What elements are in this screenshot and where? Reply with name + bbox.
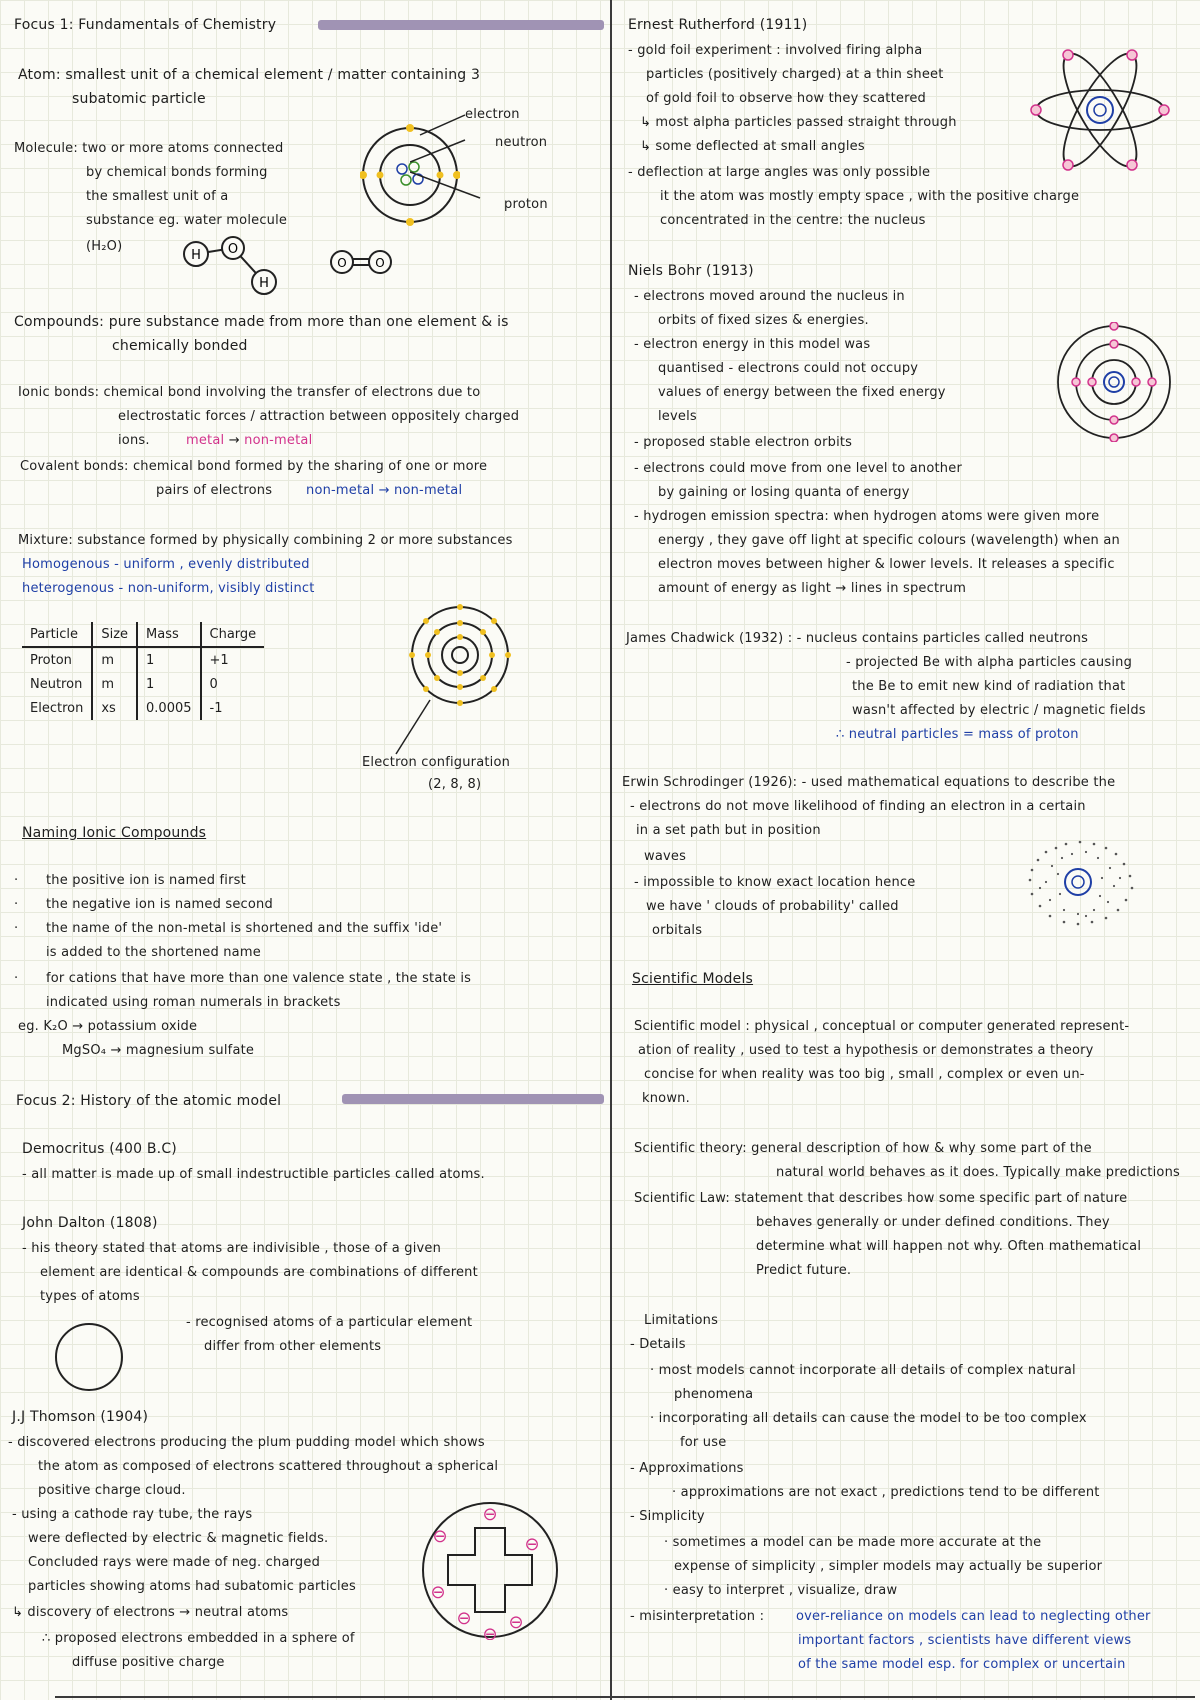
bullet: · xyxy=(14,897,19,912)
config-pointer-line xyxy=(390,698,440,756)
misinterpretation-text: over-reliance on models can lead to neglecting other xyxy=(796,1609,1151,1624)
table-cell: +1 xyxy=(209,652,229,668)
electron-symbol: ⊖ xyxy=(482,1504,498,1525)
bohr-text: - hydrogen emission spectra: when hydrogen atoms were given more xyxy=(634,509,1100,524)
particle-table xyxy=(22,622,264,720)
bohr-text: quantised - electrons could not occupy xyxy=(658,361,919,376)
limitations-heading: Limitations xyxy=(644,1313,719,1328)
chadwick-text: wasn't affected by electric / magnetic fields xyxy=(852,703,1146,718)
limitations-text: - Simplicity xyxy=(630,1509,705,1524)
focus2-highlight xyxy=(342,1094,604,1104)
table-cell: Electron xyxy=(22,696,92,720)
bohr-text: - electron energy in this model was xyxy=(634,337,871,352)
bohr-text: energy , they gave off light at specific colours (wavelength) when an xyxy=(658,533,1120,548)
thomson-text: - using a cathode ray tube, the rays xyxy=(12,1507,253,1522)
table-row xyxy=(22,647,264,672)
bohr-text: - electrons moved around the nucleus in xyxy=(634,289,905,304)
limitations-text: · sometimes a model can be made more accurate at the xyxy=(664,1535,1042,1550)
molecule-definition: substance eg. water molecule xyxy=(86,213,288,228)
electron-cloud-diagram xyxy=(1020,838,1140,928)
naming-example: MgSO₄ → magnesium sulfate xyxy=(62,1043,255,1058)
ionic-bonds-definition: Ionic bonds: chemical bond involving the transfer of electrons due to xyxy=(18,385,481,400)
water-molecule-diagram xyxy=(178,236,288,298)
thomson-text: particles showing atoms had subatomic particles xyxy=(28,1579,356,1594)
molecule-definition: Molecule: two or more atoms connected xyxy=(14,141,284,156)
mixture-definition: Mixture: substance formed by physically combining 2 or more substances xyxy=(18,533,513,548)
table-header: Particle xyxy=(22,622,92,647)
atom-symbol: H xyxy=(259,276,269,291)
table-cell: 1 xyxy=(137,672,201,696)
table-cell: 0.0005 xyxy=(137,696,201,720)
atom-symbol: O xyxy=(227,242,239,257)
bohr-text: amount of energy as light → lines in spectrum xyxy=(658,581,967,596)
naming-rule: indicated using roman numerals in brackets xyxy=(46,995,341,1010)
misinterpretation-label: - misinterpretation : xyxy=(630,1609,765,1624)
naming-rule: is added to the shortened name xyxy=(46,945,261,960)
schrodinger-text: - electrons do not move likelihood of finding an electron in a certain xyxy=(630,799,1086,814)
scientific-models-heading: Scientific Models xyxy=(632,971,754,987)
bullet: · xyxy=(14,921,19,936)
ionic-example xyxy=(186,432,312,449)
compounds-definition: chemically bonded xyxy=(112,338,248,354)
bohr-text: by gaining or losing quanta of energy xyxy=(658,485,910,500)
bohr-heading: Niels Bohr (1913) xyxy=(628,263,754,279)
thomson-text: Concluded rays were made of neg. charged xyxy=(28,1555,321,1570)
table-cell: m xyxy=(92,672,137,696)
thomson-text: the atom as composed of electrons scattered throughout a spherical xyxy=(38,1459,499,1474)
table-cell: 1 xyxy=(137,647,201,672)
oxygen-molecule-diagram xyxy=(328,248,394,276)
democritus-heading: Democritus (400 B.C) xyxy=(22,1141,177,1157)
schrodinger-text: we have ' clouds of probability' called xyxy=(646,899,899,914)
naming-rule: the positive ion is named first xyxy=(46,873,246,888)
limitations-text: · approximations are not exact , predictions tend to be different xyxy=(672,1485,1100,1500)
dalton-note: - recognised atoms of a particular element xyxy=(186,1315,473,1330)
thomson-text: - discovered electrons producing the plum pudding model which shows xyxy=(8,1435,485,1450)
electron-symbol: ⊖ xyxy=(432,1526,448,1547)
molecule-definition: (H₂O) xyxy=(86,239,123,254)
bohr-text: values of energy between the fixed energy xyxy=(658,385,946,400)
scientific-model-text: known. xyxy=(642,1091,690,1106)
rutherford-text: - deflection at large angles was only possible xyxy=(628,165,931,180)
rutherford-text: concentrated in the centre: the nucleus xyxy=(660,213,926,228)
metal-label: metal xyxy=(186,433,225,448)
covalent-bonds-definition: Covalent bonds: chemical bond formed by the sharing of one or more xyxy=(20,459,488,474)
table-row xyxy=(22,696,264,720)
table-cell: Neutron xyxy=(22,672,92,696)
ionic-bonds-definition: ions. xyxy=(118,433,150,448)
table-cell: m xyxy=(92,647,137,672)
proton-label: proton xyxy=(504,197,548,212)
atom-definition: subatomic particle xyxy=(72,91,206,107)
table-cell: -1 xyxy=(209,700,223,716)
thomson-text: positive charge cloud. xyxy=(38,1483,186,1498)
focus1-highlight xyxy=(318,20,604,30)
bullet: · xyxy=(14,971,19,986)
atom-symbol: H xyxy=(191,248,201,263)
plum-pudding-diagram xyxy=(420,1500,560,1640)
electron-symbol: ⊖ xyxy=(456,1608,472,1629)
schrodinger-text: - impossible to know exact location hence xyxy=(634,875,916,890)
limitations-text: - Details xyxy=(630,1337,686,1352)
thomson-heading: J.J Thomson (1904) xyxy=(12,1409,149,1425)
electron-symbol: ⊖ xyxy=(508,1612,524,1633)
table-header-row xyxy=(22,622,264,647)
naming-rule: the name of the non-metal is shortened and the suffix 'ide' xyxy=(46,921,443,936)
limitations-text: for use xyxy=(680,1435,727,1450)
covalent-example: non-metal → non-metal xyxy=(306,483,463,498)
scientific-law-text: Scientific Law: statement that describes how some specific part of nature xyxy=(634,1191,1128,1206)
electron-configuration-value: (2, 8, 8) xyxy=(428,777,482,792)
naming-rule: the negative ion is named second xyxy=(46,897,273,912)
heterogenous-definition: heterogenous - non-uniform, visibly distinct xyxy=(22,581,315,596)
limitations-text: · easy to interpret , visualize, draw xyxy=(664,1583,898,1598)
atom-label-lines xyxy=(410,110,500,210)
dalton-text: - his theory stated that atoms are indivisible , those of a given xyxy=(22,1241,442,1256)
rutherford-text: ↳ most alpha particles passed straight through xyxy=(640,115,957,130)
misinterpretation-text: of the same model esp. for complex or uncertain xyxy=(798,1657,1126,1672)
thomson-text: were deflected by electric & magnetic fields. xyxy=(28,1531,329,1546)
democritus-text: - all matter is made up of small indestructible particles called atoms. xyxy=(22,1167,485,1182)
naming-rule: for cations that have more than one valence state , the state is xyxy=(46,971,472,986)
table-cell: 0 xyxy=(209,676,218,692)
electron-label: electron xyxy=(465,107,520,122)
rutherford-text: ↳ some deflected at small angles xyxy=(640,139,865,154)
rutherford-text: of gold foil to observe how they scattered xyxy=(646,91,926,106)
atom-symbol: O xyxy=(337,256,347,270)
limitations-text: - Approximations xyxy=(630,1461,744,1476)
limitations-text: phenomena xyxy=(674,1387,754,1402)
scientific-theory-text: natural world behaves as it does. Typically make predictions xyxy=(776,1165,1180,1180)
bullet: · xyxy=(14,873,19,888)
dalton-note: differ from other elements xyxy=(204,1339,382,1354)
homogenous-definition: Homogenous - uniform , evenly distributed xyxy=(22,557,310,572)
scientific-law-text: behaves generally or under defined conditions. They xyxy=(756,1215,1110,1230)
compounds-definition: Compounds: pure substance made from more than one element & is xyxy=(14,314,509,330)
dalton-text: types of atoms xyxy=(40,1289,140,1304)
schrodinger-text: waves xyxy=(644,849,687,864)
rutherford-atom-diagram xyxy=(1030,45,1170,175)
bohr-text: levels xyxy=(658,409,697,424)
naming-section-title: Naming Ionic Compounds xyxy=(22,825,207,841)
thomson-text: diffuse positive charge xyxy=(72,1655,225,1670)
rutherford-text: particles (positively charged) at a thin sheet xyxy=(646,67,944,82)
thomson-text: ↳ discovery of electrons → neutral atoms xyxy=(12,1605,289,1620)
chadwick-text: the Be to emit new kind of radiation that xyxy=(852,679,1126,694)
chadwick-text: James Chadwick (1932) : - nucleus contains particles called neutrons xyxy=(626,631,1089,646)
electron-configuration-diagram xyxy=(405,600,515,710)
ionic-bonds-definition: electrostatic forces / attraction between oppositely charged xyxy=(118,409,520,424)
bohr-atom-diagram xyxy=(1054,322,1174,442)
schrodinger-text: Erwin Schrodinger (1926): - used mathematical equations to describe the xyxy=(622,775,1116,790)
table-cell: Proton xyxy=(22,647,92,672)
electron-symbol: ⊖ xyxy=(430,1582,446,1603)
misinterpretation-text: important factors , scientists have different views xyxy=(798,1633,1132,1648)
table-header: Charge xyxy=(201,622,265,647)
rutherford-heading: Ernest Rutherford (1911) xyxy=(628,17,808,33)
thomson-text: ∴ proposed electrons embedded in a sphere of xyxy=(42,1631,355,1646)
limitations-text: expense of simplicity , simpler models may actually be superior xyxy=(674,1559,1103,1574)
scientific-law-text: Predict future. xyxy=(756,1263,852,1278)
atom-definition: Atom: smallest unit of a chemical element / matter containing 3 xyxy=(18,67,481,83)
dalton-heading: John Dalton (1808) xyxy=(22,1215,158,1231)
electron-configuration-label: Electron configuration xyxy=(362,755,511,770)
neutron-label: neutron xyxy=(495,135,548,150)
electron-symbol: ⊖ xyxy=(524,1534,540,1555)
dalton-solid-sphere-diagram xyxy=(54,1322,124,1392)
scientific-law-text: determine what will happen not why. Often mathematical xyxy=(756,1239,1142,1254)
table-row xyxy=(22,672,264,696)
focus2-heading: Focus 2: History of the atomic model xyxy=(16,1093,282,1109)
arrow: → xyxy=(228,433,240,448)
non-metal-label: non-metal xyxy=(244,433,313,448)
scientific-model-text: Scientific model : physical , conceptual or computer generated represent- xyxy=(634,1019,1130,1034)
atom-symbol: O xyxy=(375,256,385,270)
scientific-theory-text: Scientific theory: general description of how & why some part of the xyxy=(634,1141,1092,1156)
schrodinger-text: orbitals xyxy=(652,923,703,938)
table-header: Mass xyxy=(137,622,201,647)
naming-example: eg. K₂O → potassium oxide xyxy=(18,1019,198,1034)
scientific-model-text: ation of reality , used to test a hypothesis or demonstrates a theory xyxy=(638,1043,1094,1058)
bohr-text: - electrons could move from one level to another xyxy=(634,461,962,476)
scientific-model-text: concise for when reality was too big , small , complex or even un- xyxy=(644,1067,1085,1082)
schrodinger-text: in a set path but in position xyxy=(636,823,821,838)
bottom-rule xyxy=(55,1696,1195,1698)
rutherford-text: it the atom was mostly empty space , with the positive charge xyxy=(660,189,1080,204)
limitations-text: · most models cannot incorporate all details of complex natural xyxy=(650,1363,1076,1378)
table-header: Size xyxy=(92,622,137,647)
chadwick-text: - projected Be with alpha particles causing xyxy=(846,655,1133,670)
covalent-bonds-definition: pairs of electrons xyxy=(156,483,273,498)
limitations-text: · incorporating all details can cause the model to be too complex xyxy=(650,1411,1087,1426)
bohr-text: electron moves between higher & lower levels. It releases a specific xyxy=(658,557,1115,572)
table-cell: xs xyxy=(92,696,137,720)
dalton-text: element are identical & compounds are combinations of different xyxy=(40,1265,478,1280)
bohr-text: orbits of fixed sizes & energies. xyxy=(658,313,869,328)
column-divider xyxy=(610,0,612,1700)
bohr-text: - proposed stable electron orbits xyxy=(634,435,853,450)
chadwick-conclusion: ∴ neutral particles = mass of proton xyxy=(836,727,1079,742)
molecule-definition: the smallest unit of a xyxy=(86,189,229,204)
rutherford-text: - gold foil experiment : involved firing alpha xyxy=(628,43,923,58)
electron-symbol: ⊖ xyxy=(482,1624,498,1640)
molecule-definition: by chemical bonds forming xyxy=(86,165,268,180)
focus1-heading: Focus 1: Fundamentals of Chemistry xyxy=(14,17,277,33)
